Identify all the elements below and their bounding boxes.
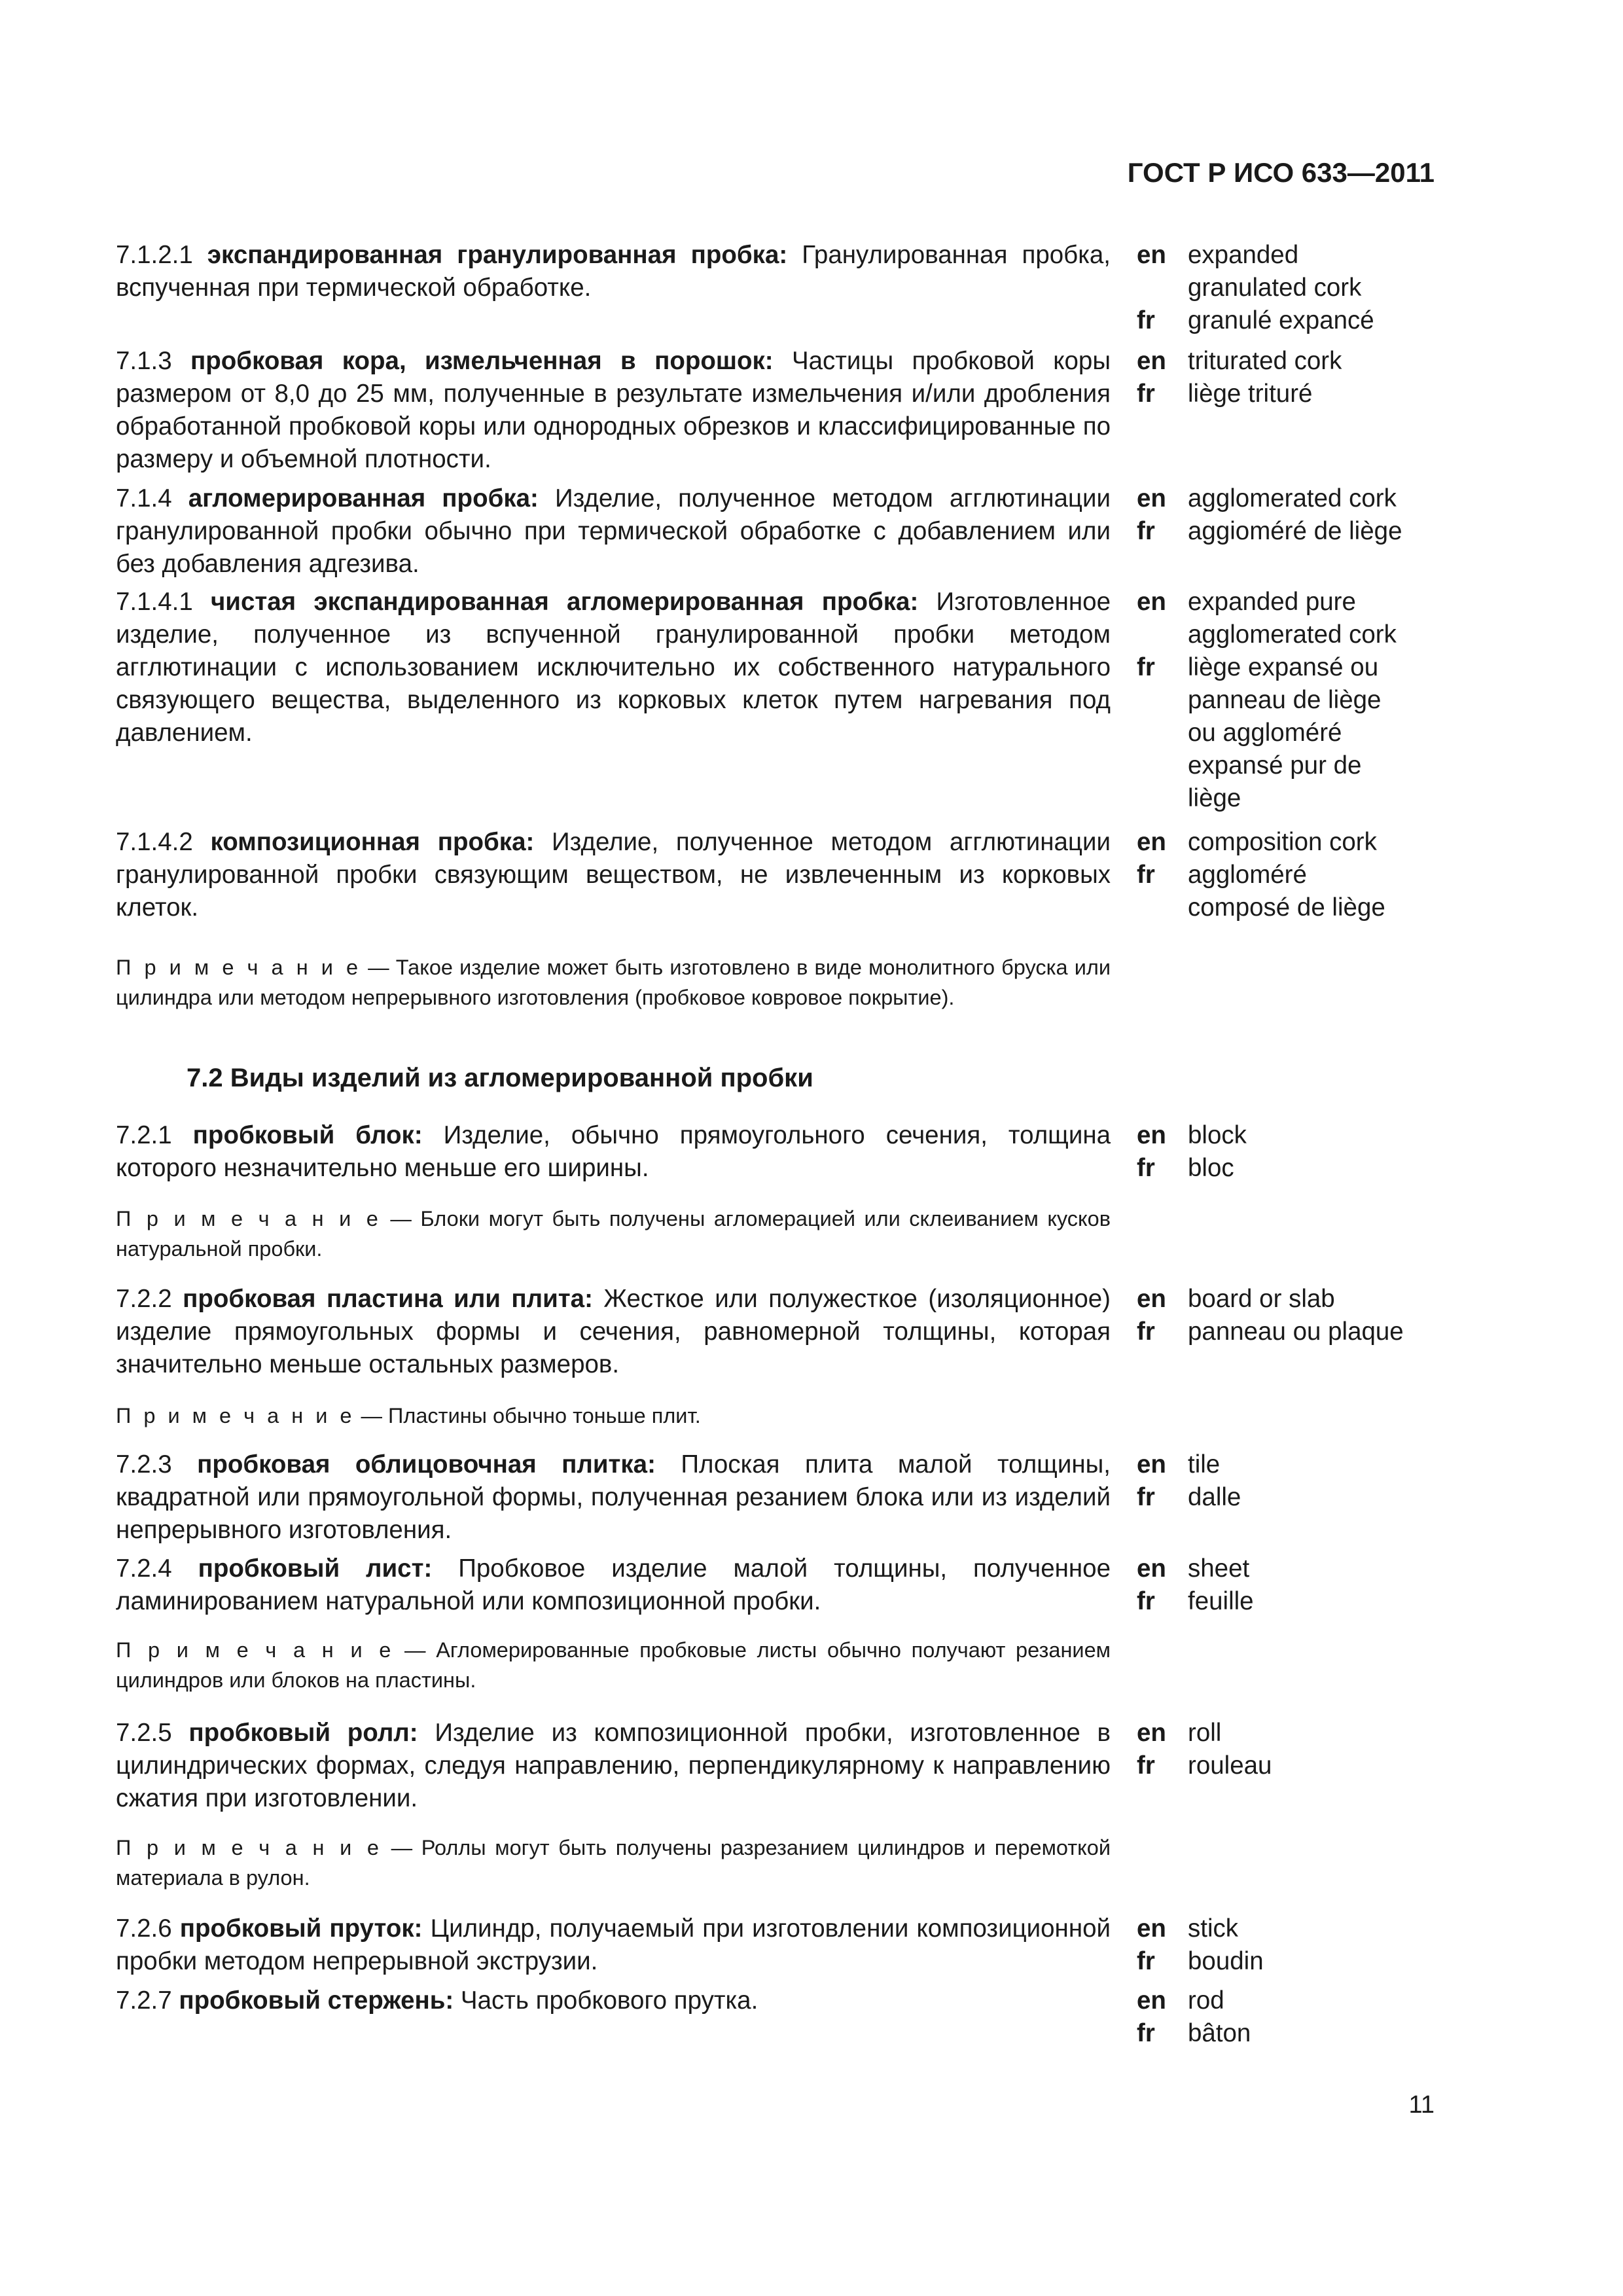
term-name: пробковая кора, измельченная в порошок: <box>190 347 774 375</box>
note <box>116 1635 1111 1695</box>
term-number: 7.1.4.2 <box>116 828 211 856</box>
equivalent-fr-line <box>1137 515 1444 548</box>
note <box>116 952 1111 1013</box>
equivalent-fr-line <box>1137 1316 1444 1348</box>
note-label: П р и м е ч а н и е <box>116 1638 395 1662</box>
equivalent-fr-line <box>1137 378 1444 410</box>
term-equivalents <box>1137 239 1444 337</box>
equivalent-en: sheet <box>1188 1554 1250 1583</box>
language-code-en: en <box>1137 484 1166 512</box>
equivalent-en-line <box>1137 1283 1444 1316</box>
note <box>116 1833 1111 1893</box>
equivalent-fr-line <box>1137 1945 1444 1978</box>
note <box>116 1401 1111 1431</box>
term-text: Плоская плита малой толщины, квадратной или прямоугольной формы, полученная резанием блока или из изделий непрерывного изготовления. <box>116 1450 1111 1544</box>
equivalent-fr: liège <box>1188 784 1241 812</box>
term-name: пробковый лист: <box>198 1554 433 1583</box>
equivalent-fr-line <box>1137 891 1444 924</box>
equivalent-en: agglomerated cork <box>1188 484 1397 512</box>
equivalent-fr: panneau de liège <box>1188 686 1382 714</box>
term-number: 7.2.6 <box>116 1914 180 1943</box>
term-name: пробковый блок: <box>192 1121 423 1149</box>
language-code-fr: fr <box>1137 1483 1155 1511</box>
note-dash: — <box>381 1207 421 1230</box>
note-label: П р и м е ч а н и е <box>116 956 362 979</box>
term-name: пробковая пластина или плита: <box>183 1285 593 1313</box>
term-definition <box>116 1912 1111 1978</box>
term-definition <box>116 482 1111 581</box>
language-code-fr: fr <box>1137 1154 1155 1182</box>
language-code-en: en <box>1137 1554 1166 1583</box>
term-definition <box>116 826 1111 924</box>
language-code-en: en <box>1137 828 1166 856</box>
language-code-en <box>1137 272 1188 304</box>
term-equivalents <box>1137 586 1444 815</box>
note-text: Блоки могут быть получены агломерацией или склеиванием кусков натуральной пробки. <box>116 1207 1111 1261</box>
note-label: П р и м е ч а н и е <box>116 1836 382 1859</box>
equivalent-en-line <box>1137 1984 1444 2017</box>
note-label: П р и м е ч а н и е <box>116 1404 355 1427</box>
equivalent-en-line <box>1137 272 1444 304</box>
term-text: Изделие, полученное методом агглютинации гранулированной пробки обычно при термической обработке с добавлением или без добавления адгезива. <box>116 484 1111 578</box>
language-code-fr <box>1137 891 1188 924</box>
equivalent-fr-line <box>1137 749 1444 782</box>
language-code-en: en <box>1137 1914 1166 1943</box>
section-title: 7.2 Виды изделий из агломерированной пробки <box>187 1064 813 1092</box>
language-code-en: en <box>1137 588 1166 616</box>
term-definition <box>116 1552 1111 1618</box>
language-code-fr: fr <box>1137 1318 1155 1346</box>
term-number: 7.2.2 <box>116 1285 183 1313</box>
language-code-en: en <box>1137 241 1166 269</box>
equivalent-en: tile <box>1188 1450 1221 1479</box>
note-text: Роллы могут быть получены разрезанием цилиндров и перемоткой материала в рулон. <box>116 1836 1111 1890</box>
equivalent-en-line <box>1137 482 1444 515</box>
equivalent-en-line <box>1137 345 1444 378</box>
term-name: пробковая облицовочная плитка: <box>197 1450 656 1479</box>
term-name: композиционная пробка: <box>210 828 535 856</box>
note-dash: — <box>382 1836 421 1859</box>
language-code-fr <box>1137 717 1188 749</box>
term-name: агломерированная пробка: <box>188 484 539 512</box>
equivalent-en: board or slab <box>1188 1285 1335 1313</box>
equivalent-en-line <box>1137 586 1444 619</box>
equivalent-en-line <box>1137 1119 1444 1152</box>
equivalent-fr: panneau ou plaque <box>1188 1318 1404 1346</box>
term-name: чистая экспандированная агломерированная пробка: <box>210 588 919 616</box>
term-number: 7.2.5 <box>116 1719 189 1747</box>
equivalent-en-line <box>1137 1912 1444 1945</box>
equivalent-fr: feuille <box>1188 1587 1254 1615</box>
term-definition <box>116 1448 1111 1547</box>
equivalent-en: agglomerated cork <box>1188 620 1397 649</box>
equivalent-en: granulated cork <box>1188 274 1362 302</box>
language-code-en: en <box>1137 1450 1166 1479</box>
equivalent-fr: liège trituré <box>1188 380 1313 408</box>
language-code-fr: fr <box>1137 306 1155 334</box>
term-text: Пробковое изделие малой толщины, полученное ламинированием натуральной или композиционной пробки. <box>116 1554 1111 1615</box>
term-equivalents <box>1137 1912 1444 1978</box>
note-text: Пластины обычно тоньше плит. <box>388 1404 701 1427</box>
equivalent-fr: ou aggloméré <box>1188 719 1342 747</box>
equivalent-en: expanded <box>1188 241 1299 269</box>
term-text: Частицы пробковой коры размером от 8,0 до 25 мм, полученные в результате измельчения и/или дробления обработанной пробковой коры или однородных обрезков и классифицированные по размеру и объемной плотности. <box>116 347 1111 473</box>
language-code-fr: fr <box>1137 380 1155 408</box>
note-label: П р и м е ч а н и е <box>116 1207 382 1230</box>
term-number: 7.2.4 <box>116 1554 198 1583</box>
equivalent-fr: bloc <box>1188 1154 1234 1182</box>
term-name: экспандированная гранулированная пробка: <box>207 241 788 269</box>
term-definition <box>116 1283 1111 1381</box>
equivalent-fr-line <box>1137 2017 1444 2050</box>
term-name: пробковый стержень: <box>179 1986 454 2015</box>
equivalent-en: rod <box>1188 1986 1224 2015</box>
language-code-fr: fr <box>1137 517 1155 545</box>
equivalent-en: roll <box>1188 1719 1222 1747</box>
equivalent-en-line <box>1137 1448 1444 1481</box>
language-code-fr: fr <box>1137 1587 1155 1615</box>
term-number: 7.1.3 <box>116 347 190 375</box>
equivalent-fr: granulé expancé <box>1188 306 1374 334</box>
equivalent-fr-line <box>1137 684 1444 717</box>
language-code-fr: fr <box>1137 653 1155 681</box>
language-code-en: en <box>1137 1986 1166 2015</box>
term-equivalents <box>1137 1119 1444 1185</box>
language-code-en: en <box>1137 1719 1166 1747</box>
equivalent-fr-line <box>1137 1749 1444 1782</box>
term-number: 7.2.7 <box>116 1986 179 2015</box>
equivalent-fr: bâton <box>1188 2019 1251 2047</box>
term-equivalents <box>1137 1448 1444 1514</box>
page-number: 11 <box>1408 2091 1435 2119</box>
equivalent-fr-line <box>1137 1585 1444 1618</box>
language-code-fr <box>1137 749 1188 782</box>
equivalent-fr: dalle <box>1188 1483 1241 1511</box>
note-dash: — <box>355 1404 389 1427</box>
term-text: Изделие из композиционной пробки, изготовленное в цилиндрических формах, следуя направлению, перпендикулярному к направлению сжатия при изготовлении. <box>116 1719 1111 1812</box>
equivalent-fr: composé de liège <box>1188 893 1385 922</box>
language-code-fr <box>1137 684 1188 717</box>
document-header: ГОСТ Р ИСО 633—2011 <box>1127 157 1435 188</box>
language-code-en: en <box>1137 347 1166 375</box>
equivalent-en: composition cork <box>1188 828 1377 856</box>
language-code-fr <box>1137 782 1188 815</box>
equivalent-fr-line <box>1137 1152 1444 1185</box>
language-code-fr: fr <box>1137 1751 1155 1780</box>
equivalent-en-line <box>1137 619 1444 651</box>
note <box>116 1204 1111 1264</box>
equivalent-fr-line <box>1137 717 1444 749</box>
equivalent-fr: rouleau <box>1188 1751 1272 1780</box>
language-code-en <box>1137 619 1188 651</box>
equivalent-en: triturated cork <box>1188 347 1342 375</box>
note-dash: — <box>394 1638 437 1662</box>
term-name: пробковый пруток: <box>179 1914 423 1943</box>
equivalent-fr: boudin <box>1188 1947 1264 1975</box>
term-definition <box>116 1717 1111 1815</box>
equivalent-fr: aggioméré de liège <box>1188 517 1402 545</box>
term-equivalents <box>1137 345 1444 410</box>
term-number: 7.2.1 <box>116 1121 193 1149</box>
term-number: 7.1.4 <box>116 484 188 512</box>
term-equivalents <box>1137 1717 1444 1782</box>
equivalent-fr-line <box>1137 651 1444 684</box>
term-text: Изделие, обычно прямоугольного сечения, толщина которого незначительно меньше его ширины. <box>116 1121 1111 1182</box>
term-equivalents <box>1137 1984 1444 2050</box>
term-number: 7.2.3 <box>116 1450 198 1479</box>
equivalent-fr: liège expansé ou <box>1188 653 1379 681</box>
equivalent-fr: aggloméré <box>1188 861 1307 889</box>
equivalent-fr-line <box>1137 782 1444 815</box>
term-equivalents <box>1137 826 1444 924</box>
language-code-en: en <box>1137 1121 1166 1149</box>
term-name: пробковый ролл: <box>188 1719 418 1747</box>
term-number: 7.1.2.1 <box>116 241 207 269</box>
term-definition <box>116 1984 1111 2017</box>
equivalent-en-line <box>1137 826 1444 859</box>
term-number: 7.1.4.1 <box>116 588 211 616</box>
note-text: Агломерированные пробковые листы обычно получают резанием цилиндров или блоков на пластины. <box>116 1638 1111 1692</box>
language-code-en: en <box>1137 1285 1166 1313</box>
equivalent-fr-line <box>1137 859 1444 891</box>
language-code-fr: fr <box>1137 2019 1155 2047</box>
language-code-fr: fr <box>1137 1947 1155 1975</box>
term-text: Часть пробкового прутка. <box>454 1986 758 2015</box>
term-definition <box>116 586 1111 749</box>
term-definition <box>116 345 1111 476</box>
equivalent-en-line <box>1137 1552 1444 1585</box>
term-definition <box>116 239 1111 304</box>
term-equivalents <box>1137 1552 1444 1618</box>
term-text: Гранулированная пробка, вспученная при термической обработке. <box>116 241 1111 302</box>
equivalent-fr-line <box>1137 304 1444 337</box>
equivalent-en: expanded pure <box>1188 588 1356 616</box>
equivalent-en: stick <box>1188 1914 1238 1943</box>
language-code-fr: fr <box>1137 861 1155 889</box>
term-equivalents <box>1137 1283 1444 1348</box>
term-text: Изготовленное изделие, полученное из вспученной гранулированной пробки методом агглютинации с использованием исключительно их собственного натурального связующего вещества, выделенного из корковых клеток путем нагревания под давлением. <box>116 588 1111 747</box>
equivalent-en: block <box>1188 1121 1247 1149</box>
equivalent-fr-line <box>1137 1481 1444 1514</box>
term-text: Жесткое или полужесткое (изоляционное) изделие прямоугольных формы и сечения, равномерной толщины, которая значительно меньше остальных размеров. <box>116 1285 1111 1378</box>
note-text: Такое изделие может быть изготовлено в виде монолитного бруска или цилиндра или методом непрерывного изготовления (пробковое ковровое покрытие). <box>116 956 1111 1009</box>
equivalent-en-line <box>1137 1717 1444 1749</box>
equivalent-fr: expansé pur de <box>1188 751 1362 780</box>
term-equivalents <box>1137 482 1444 548</box>
term-definition <box>116 1119 1111 1185</box>
equivalent-en-line <box>1137 239 1444 272</box>
note-dash: — <box>361 956 396 979</box>
term-text: Изделие, полученное методом агглютинации гранулированной пробки связующим веществом, не извлеченным из корковых клеток. <box>116 828 1111 922</box>
term-text: Цилиндр, получаемый при изготовлении композиционной пробки методом непрерывной экструзии. <box>116 1914 1111 1975</box>
